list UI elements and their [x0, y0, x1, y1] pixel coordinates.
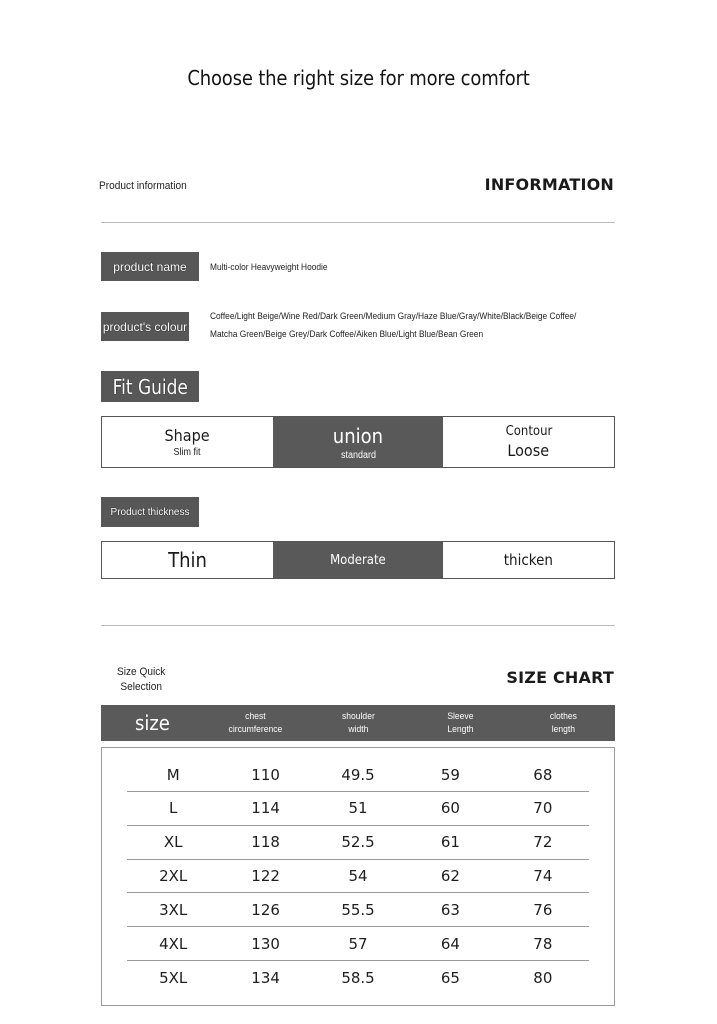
size-table-header-cell [517, 705, 610, 741]
size-table-header-cell [106, 705, 199, 741]
product-name-value: Multi-color Heavyweight Hoodie [210, 262, 328, 273]
fit-guide-tag [101, 371, 199, 402]
table-cell: 118 [251, 833, 280, 852]
table-cell: 68 [533, 765, 553, 784]
product-thickness-tag [101, 497, 199, 527]
table-cell: 51 [348, 799, 368, 818]
divider [101, 625, 615, 626]
size-table-header-cell [415, 705, 508, 741]
header-text: size [134, 710, 170, 735]
header-text: Sleeve Length [447, 711, 474, 735]
table-cell: 65 [440, 968, 460, 987]
header-text: chest circumference [228, 711, 283, 735]
table-cell: 49.5 [341, 765, 375, 784]
table-cell: 58.5 [341, 968, 375, 987]
table-cell: 70 [533, 799, 553, 818]
header-text: clothes length [550, 711, 578, 735]
table-cell: 72 [533, 833, 553, 852]
product-colour-tag [101, 312, 189, 341]
fit-option-shape [102, 417, 273, 467]
table-cell: 63 [440, 900, 460, 919]
product-thickness-tag-label: Product thickness [110, 506, 190, 518]
product-colour-value-line2: Matcha Green/Beige Grey/Dark Coffee/Aiken Blue/Light Blue/Bean Green [210, 329, 484, 340]
table-cell: 134 [251, 968, 280, 987]
table-row [127, 758, 589, 792]
product-name-tag [101, 252, 199, 281]
table-cell: 110 [251, 765, 280, 784]
product-colour-tag-label: product's colour [102, 319, 188, 334]
fit-option-main: Contour [505, 424, 553, 439]
fit-option-main: Shape [164, 426, 210, 445]
table-cell: 114 [251, 799, 280, 818]
size-quick-selection-line2: Selection [120, 681, 163, 693]
table-cell: 60 [440, 799, 460, 818]
information-heading: INFORMATION [484, 175, 614, 194]
thickness-option-label: Moderate [330, 552, 386, 568]
table-cell: 59 [440, 765, 460, 784]
size-table-header [101, 705, 615, 741]
table-cell: 55.5 [341, 900, 375, 919]
table-cell: 122 [251, 866, 280, 885]
fit-option-sub: Loose [507, 441, 550, 460]
header-text: shoulder width [341, 711, 375, 735]
size-chart-heading: SIZE CHART [506, 668, 614, 687]
table-cell: 76 [533, 900, 553, 919]
product-information-label: Product information [99, 180, 187, 192]
table-cell: 74 [533, 866, 553, 885]
table-cell: 78 [533, 934, 553, 953]
table-cell: 2XL [159, 866, 188, 885]
product-name-tag-label: product name [113, 259, 187, 274]
thickness-option-thicken [443, 542, 614, 578]
table-cell: M [166, 765, 180, 784]
table-cell: 5XL [159, 968, 188, 987]
table-cell: 61 [440, 833, 460, 852]
thickness-options [101, 541, 615, 579]
size-quick-selection-label [117, 665, 165, 695]
table-row [127, 893, 589, 927]
fit-guide-options [101, 416, 615, 468]
table-row [127, 792, 589, 826]
table-cell: 130 [251, 934, 280, 953]
table-cell: 64 [440, 934, 460, 953]
table-row [127, 961, 589, 995]
table-cell: 4XL [159, 934, 188, 953]
table-cell: 57 [348, 934, 368, 953]
fit-option-sub: Slim fit [173, 447, 201, 458]
table-cell: 54 [348, 866, 368, 885]
size-table-header-cell [312, 705, 405, 741]
size-quick-selection-line1: Size Quick [117, 666, 166, 678]
table-cell: 62 [440, 866, 460, 885]
table-row [127, 927, 589, 961]
fit-guide-tag-label: Fit Guide [112, 374, 188, 399]
table-cell: 52.5 [341, 833, 375, 852]
table-cell: 126 [251, 900, 280, 919]
fit-option-main: union [332, 423, 384, 448]
thickness-option-moderate [273, 542, 444, 578]
thickness-option-label: thicken [504, 551, 554, 569]
table-cell: XL [163, 833, 183, 852]
fit-option-union [273, 417, 444, 467]
table-cell: 80 [533, 968, 553, 987]
table-row [127, 859, 589, 893]
thickness-option-label: Thin [167, 548, 207, 572]
thickness-option-thin [102, 542, 273, 578]
page-headline: Choose the right size for more comfort [187, 66, 530, 90]
size-table-header-cell [209, 705, 302, 741]
table-cell: L [169, 799, 178, 818]
table-cell: 3XL [159, 900, 188, 919]
fit-option-sub: standard [340, 449, 376, 461]
size-table-body [101, 747, 615, 1006]
product-colour-value-line1: Coffee/Light Beige/Wine Red/Dark Green/Medium Gray/Haze Blue/Gray/White/Black/Beige Coffee/ [210, 311, 577, 322]
divider [101, 222, 615, 223]
table-row [127, 826, 589, 860]
fit-option-contour [443, 417, 614, 467]
